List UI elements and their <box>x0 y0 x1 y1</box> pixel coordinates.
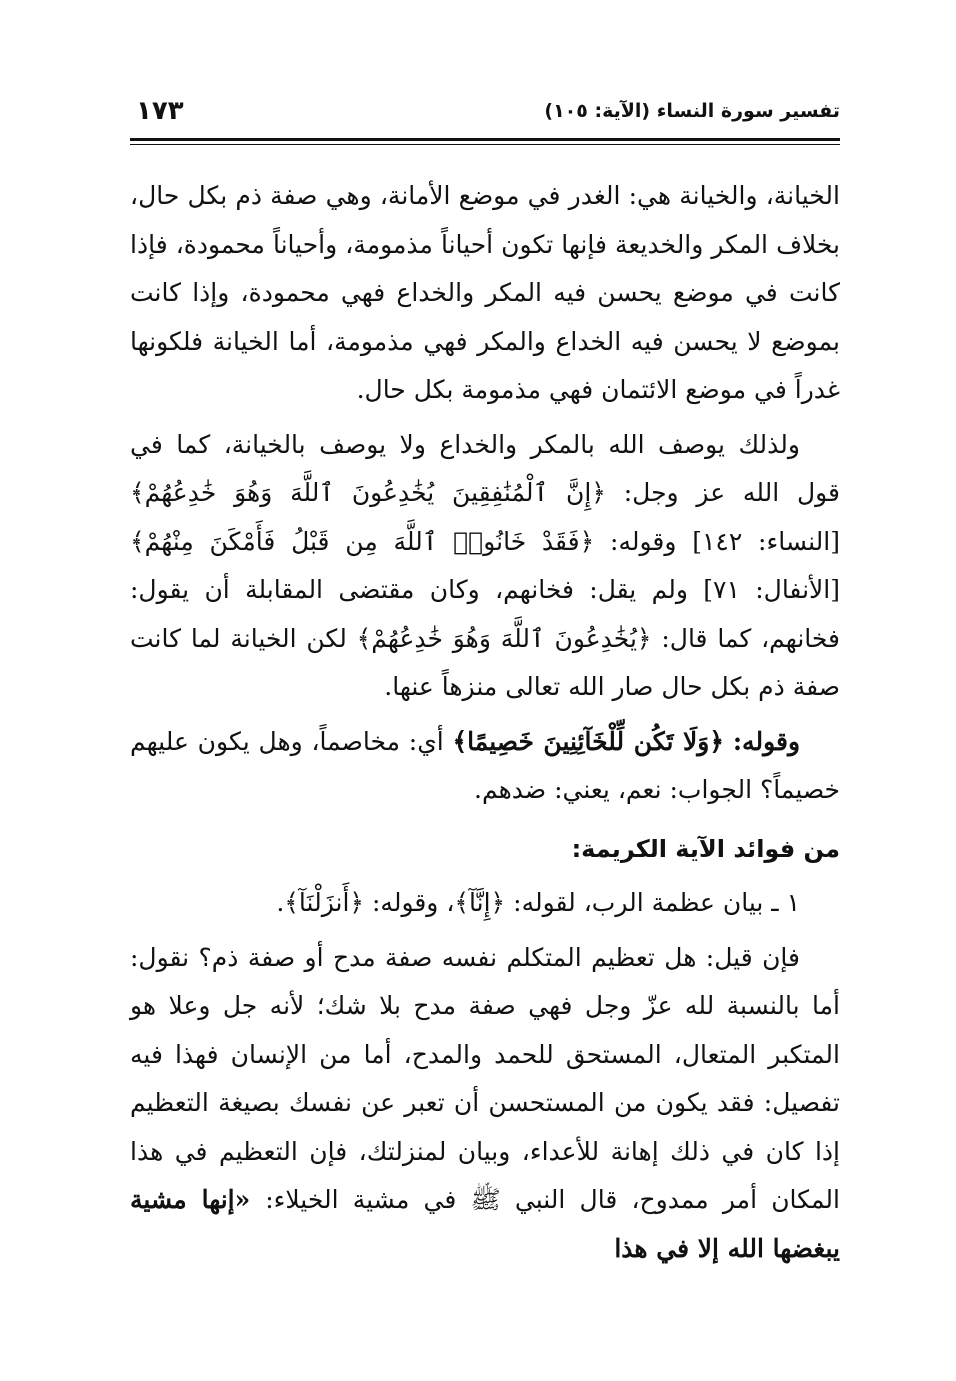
paragraph-5-text: فإن قيل: هل تعظيم المتكلم نفسه صفة مدح أو صفة ذم؟ نقول: أما بالنسبة لله عزّ وجل فهي صفة مدح بلا شك؛ لأنه جل وعلا هو المتكبر المتعال، المستحق للحمد والمدح، أما من الإنسان فهذا فيه تفصيل: فقد يكون من المستحسن أن تعبر عن نفسك بصيغة التعظيم إذا كان في ذلك إهانة للأعداء، وبيان لمنزلتك، فإن التعظيم في هذا المكان أمر ممدوح، قال النبي ﷺ في مشية الخيلاء: <box>130 942 840 1214</box>
page-number: ١٧٣ <box>136 96 184 126</box>
running-title: تفسير سورة النساء (الآية: ١٠٥) <box>544 100 840 122</box>
paragraph-4: ١ ـ بيان عظمة الرب، لقوله: ﴿إِنَّآ﴾، وقوله: ﴿أَنزَلْنَآ﴾. <box>276 888 800 917</box>
page-header <box>130 96 840 136</box>
paragraph-5 <box>130 934 840 1274</box>
hadith-quote: «إنها مشية يبغضها الله إلا في هذا <box>130 1185 840 1263</box>
paragraph-3-rest: أي: مخاصماً، وهل يكون عليهم خصيماً؟ الجواب: نعم، يعني: ضدهم. <box>130 726 840 804</box>
paragraph-3-lead: وقوله: <box>732 726 801 756</box>
paragraph-2: ولذلك يوصف الله بالمكر والخداع ولا يوصف بالخيانة، كما في قول الله عز وجل: ﴿إِنَّ ٱلْمُنَٰفِقِينَ يُخَٰدِعُونَ ٱللَّهَ وَهُوَ خَٰدِعُهُمْ﴾ [النساء: ١٤٢] وقوله: ﴿فَقَدْ خَانُوا۟ ٱللَّهَ مِن قَبْلُ فَأَمْكَنَ مِنْهُمْ﴾ [الأنفال: ٧١] ولم يقل: فخانهم، وكان مقتضى المقابلة أن يقول: فخانهم، كما قال: ﴿يُخَٰدِعُونَ ٱللَّهَ وَهُوَ خَٰدِعُهُمْ﴾ لكن الخيانة لما كانت صفة ذم بكل حال صار الله تعالى منزهاً عنها. <box>130 429 840 701</box>
header-rule-thick <box>130 138 840 141</box>
paragraph-1: الخيانة، والخيانة هي: الغدر في موضع الأمانة، وهي صفة ذم بكل حال، بخلاف المكر والخديعة فإنها تكون أحياناً مذمومة، وأحياناً محمودة، فإذا كانت في موضع يحسن فيه المكر والخداع فهي محمودة، وإذا كانت بموضع لا يحسن فيه الخداع والمكر فهي مذمومة، أما الخيانة فلكونها غدراً في موضع الائتمان فهي مذمومة بكل حال. <box>130 181 840 404</box>
section-heading: من فوائد الآية الكريمة: <box>571 834 840 863</box>
paragraph-3 <box>130 718 840 815</box>
header-rule-thin <box>130 144 840 145</box>
quran-verse: ﴿وَلَا تَكُن لِّلْخَآئِنِينَ خَصِيمًا﴾ <box>452 726 725 756</box>
page-body <box>130 172 840 1273</box>
